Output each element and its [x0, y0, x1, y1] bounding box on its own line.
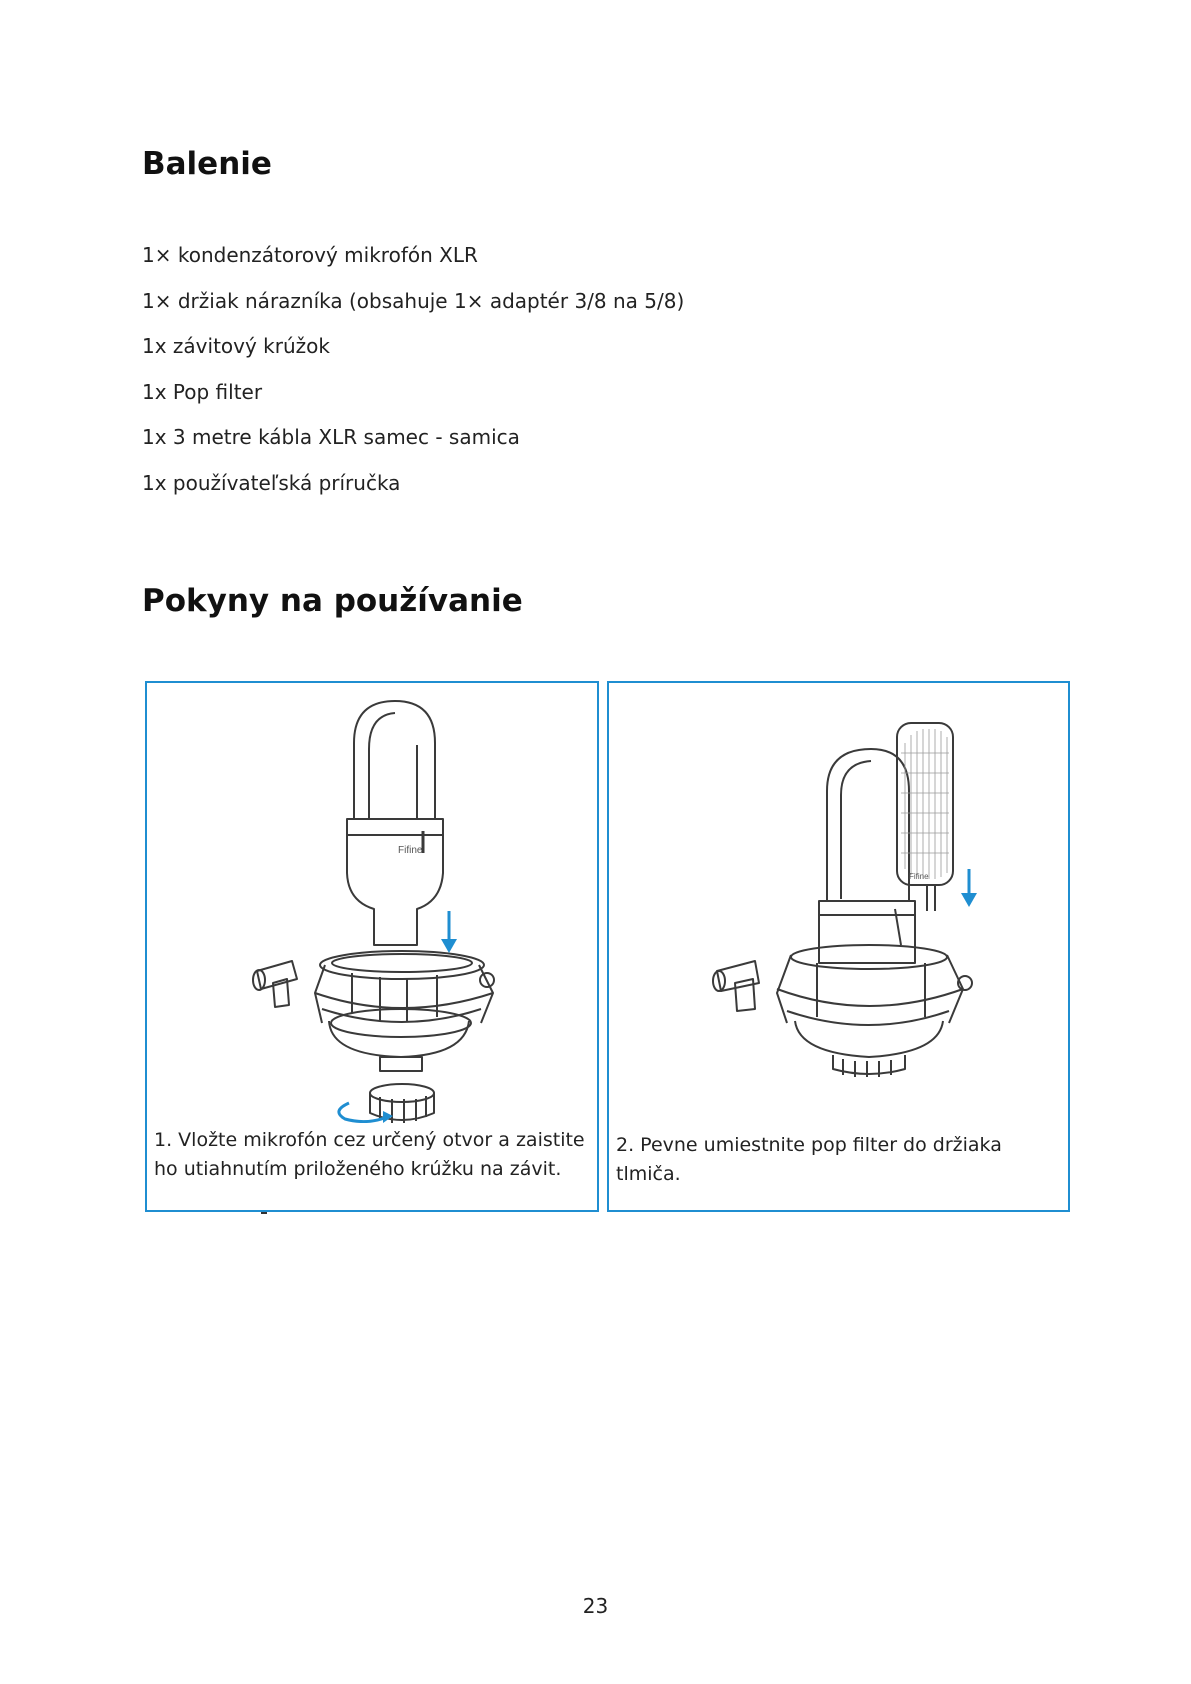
- page-number: 23: [582, 1594, 609, 1618]
- step-2-caption: 2. Pevne umiestnite pop filter do držiaka tlmiča.: [616, 1134, 1002, 1185]
- list-item: 1x závitový krúžok: [142, 334, 330, 358]
- packaging-heading: Balenie: [142, 146, 272, 182]
- step-2-panel: [607, 681, 1070, 1212]
- brand-logo: Fifine: [909, 872, 929, 881]
- mic-popfilter-illustration: [609, 683, 1068, 1123]
- list-item: 1x 3 metre kábla XLR samec - samica: [142, 425, 520, 449]
- list-item: 1× držiak nárazníka (obsahuje 1× adaptér 3/8 na 5/8): [142, 288, 685, 313]
- list-item: 1x Pop filter: [142, 379, 263, 404]
- packaging-list: [142, 233, 684, 506]
- brand-logo: Fifine: [398, 845, 423, 856]
- list-item: 1× kondenzátorový mikrofón XLR: [142, 243, 478, 267]
- instructions-heading: Pokyny na používanie: [142, 583, 523, 619]
- list-item: 1x používateľská príručka: [142, 470, 401, 495]
- divider-mark: [261, 1212, 267, 1214]
- step-1-panel: [145, 681, 599, 1212]
- step-1-caption: 1. Vložte mikrofón cez určený otvor a zaistite ho utiahnutím priloženého krúžku na závit.: [154, 1129, 585, 1180]
- mic-shockmount-illustration: [147, 683, 597, 1123]
